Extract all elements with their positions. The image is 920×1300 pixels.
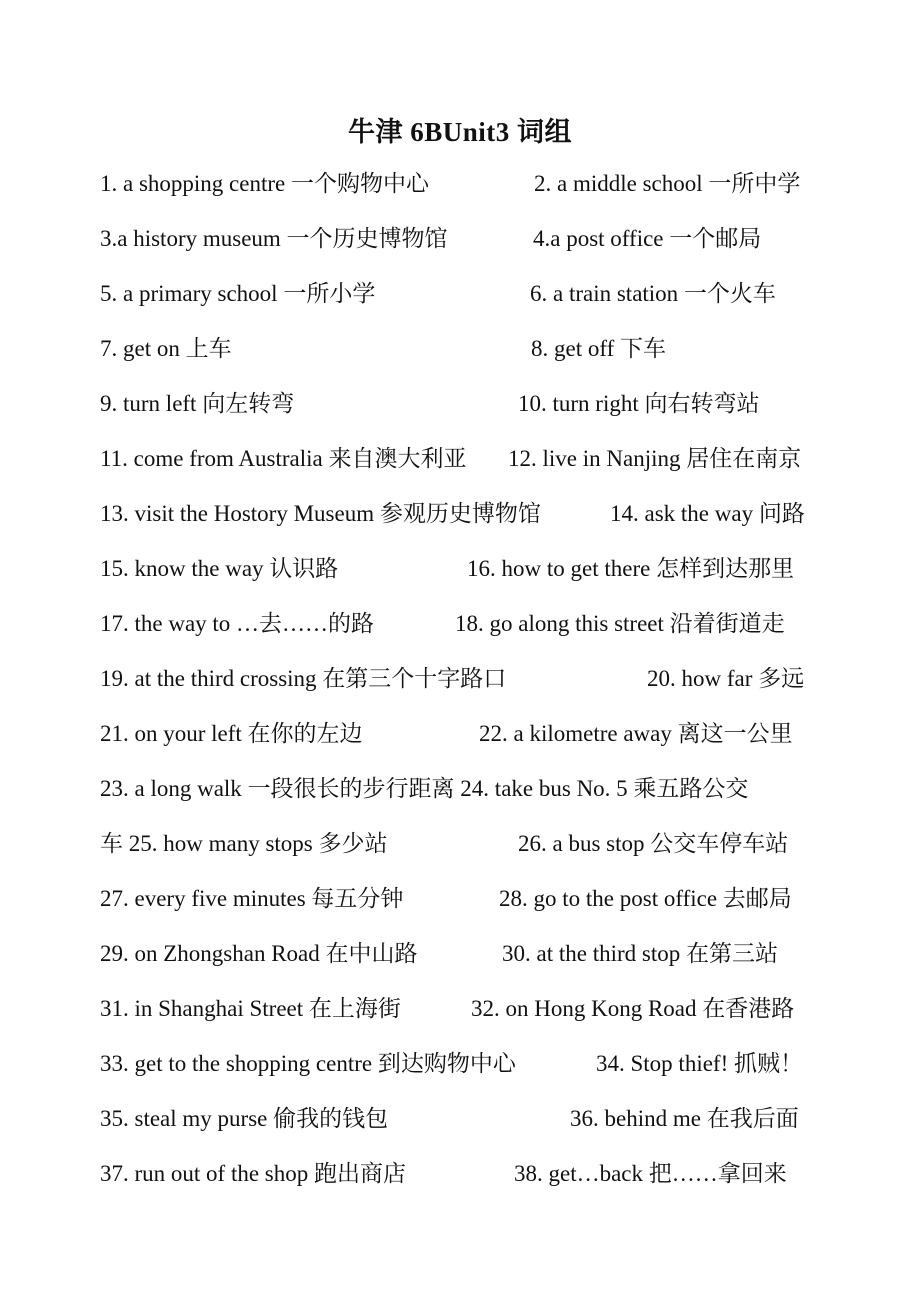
phrase-left: 17. the way to …去……的路 bbox=[100, 611, 375, 636]
phrase-left: 9. turn left 向左转弯 bbox=[100, 391, 295, 416]
phrase-right: 36. behind me 在我后面 bbox=[570, 1106, 799, 1131]
phrase-left: 7. get on 上车 bbox=[100, 336, 232, 361]
phrase-left: 27. every five minutes 每五分钟 bbox=[100, 886, 404, 911]
phrase-right: 38. get…back 把……拿回来 bbox=[514, 1161, 787, 1186]
document-title: 牛津 6BUnit3 词组 bbox=[347, 117, 573, 147]
phrase-left: 37. run out of the shop 跑出商店 bbox=[100, 1161, 407, 1186]
phrase-row bbox=[100, 219, 830, 259]
phrase-left: 3.a history museum 一个历史博物馆 bbox=[100, 226, 448, 251]
phrase-row bbox=[100, 1044, 830, 1084]
phrase-right: 34. Stop thief! 抓贼！ bbox=[596, 1051, 803, 1076]
phrase-right: 32. on Hong Kong Road 在香港路 bbox=[471, 996, 795, 1021]
phrase-left: 13. visit the Hostory Museum 参观历史博物馆 bbox=[100, 501, 541, 526]
phrase-row bbox=[100, 1154, 830, 1194]
phrase-left: 1. a shopping centre 一个购物中心 bbox=[100, 171, 429, 196]
phrase-right: 18. go along this street 沿着街道走 bbox=[455, 611, 785, 636]
phrase-row bbox=[100, 384, 830, 424]
phrase-row bbox=[100, 274, 830, 314]
phrase-right: 14. ask the way 问路 bbox=[610, 501, 805, 526]
phrase-row bbox=[100, 934, 830, 974]
phrase-row bbox=[100, 494, 830, 534]
phrase-row bbox=[100, 439, 830, 479]
phrase-left: 5. a primary school 一所小学 bbox=[100, 281, 376, 306]
phrase-left: 23. a long walk 一段很长的步行距离 24. take bus No. 5 乘五路公交 bbox=[100, 776, 749, 801]
phrase-left: 21. on your left 在你的左边 bbox=[100, 721, 363, 746]
phrase-right: 28. go to the post office 去邮局 bbox=[499, 886, 792, 911]
phrase-row bbox=[100, 769, 830, 809]
phrase-left: 31. in Shanghai Street 在上海街 bbox=[100, 996, 401, 1021]
phrase-row bbox=[100, 824, 830, 864]
phrase-row bbox=[100, 1099, 830, 1139]
phrase-left: 19. at the third crossing 在第三个十字路口 bbox=[100, 666, 507, 691]
phrase-right: 8. get off 下车 bbox=[531, 336, 667, 361]
phrase-left: 11. come from Australia 来自澳大利亚 bbox=[100, 446, 467, 471]
phrase-left: 35. steal my purse 偷我的钱包 bbox=[100, 1106, 389, 1131]
phrase-right: 6. a train station 一个火车 bbox=[530, 281, 776, 306]
phrase-right: 20. how far 多远 bbox=[647, 666, 805, 691]
phrase-row bbox=[100, 714, 830, 754]
phrase-right: 2. a middle school 一所中学 bbox=[534, 171, 801, 196]
phrase-right: 26. a bus stop 公交车停车站 bbox=[518, 831, 789, 856]
phrase-left: 15. know the way 认识路 bbox=[100, 556, 339, 581]
phrase-right: 22. a kilometre away 离这一公里 bbox=[479, 721, 793, 746]
phrase-row bbox=[100, 604, 830, 644]
phrase-row bbox=[100, 879, 830, 919]
phrase-left: 29. on Zhongshan Road 在中山路 bbox=[100, 941, 418, 966]
phrase-row bbox=[100, 989, 830, 1029]
phrase-left: 车 25. how many stops 多少站 bbox=[100, 831, 388, 856]
phrase-row bbox=[100, 164, 830, 204]
phrase-left: 33. get to the shopping centre 到达购物中心 bbox=[100, 1051, 516, 1076]
phrase-right: 12. live in Nanjing 居住在南京 bbox=[508, 446, 802, 471]
phrase-right: 10. turn right 向右转弯站 bbox=[518, 391, 760, 416]
phrase-row bbox=[100, 549, 830, 589]
phrase-right: 4.a post office 一个邮局 bbox=[533, 226, 762, 251]
phrase-row bbox=[100, 329, 830, 369]
phrase-row bbox=[100, 659, 830, 699]
phrase-right: 30. at the third stop 在第三站 bbox=[502, 941, 778, 966]
phrase-right: 16. how to get there 怎样到达那里 bbox=[467, 556, 795, 581]
